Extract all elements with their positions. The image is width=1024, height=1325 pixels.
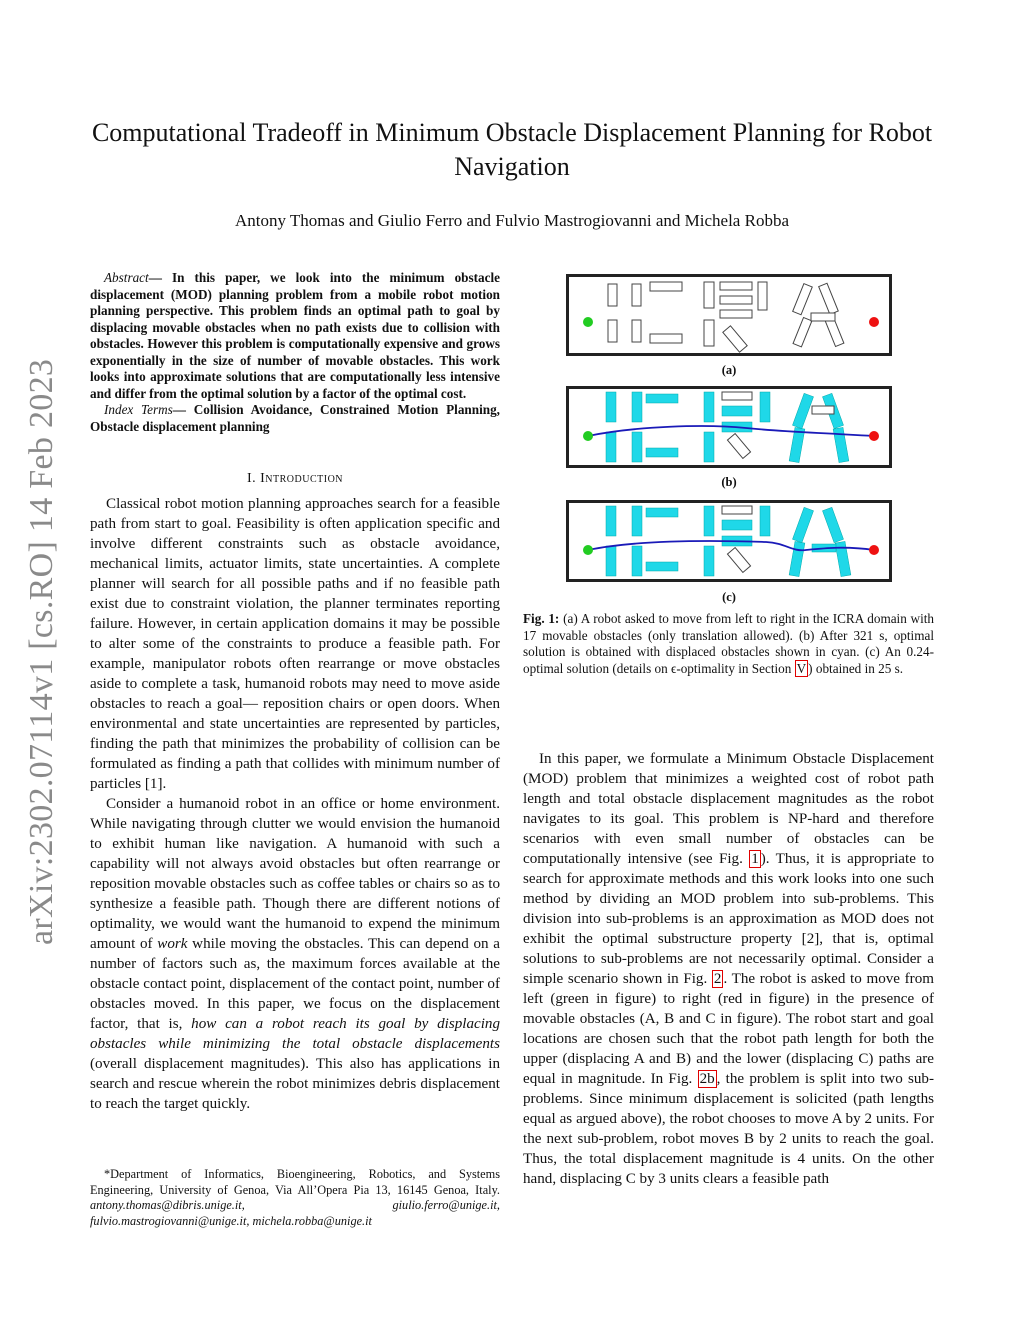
fig-ref-link-1[interactable]: 1 (751, 851, 759, 867)
right-text-d: , the problem is split into two sub-problems. Since minimum displacement is solicited (path lengths equal as argued above), the robot chooses to move A by 2 units. For the next sub-problem, robot moves B by 2 units to reach the goal. Thus, the total displacement magnitude is 4 units. On the other hand, displacing C by 3 units clears a feasible path (523, 1071, 934, 1187)
intro-paragraph-3 (523, 749, 934, 1189)
intro-paragraph-2 (90, 794, 500, 1114)
footnote-text: *Department of Informatics, Bioengineering, Robotics, and Systems Engineering, University of Genoa, Via All’Opera Pia 13, 16145 Genoa, Italy. (90, 1167, 500, 1197)
figure-panel-c (566, 500, 892, 582)
paper-title: Computational Tradeoff in Minimum Obstacle Displacement Planning for Robot Navigation (91, 118, 933, 181)
index-terms-label: Index Terms (104, 402, 173, 417)
caption-text-part-2: ) obtained in 25 s. (808, 660, 904, 676)
caption-text-part-1: (a) A robot asked to move from left to right in the ICRA domain with 17 movable obstacles (only translation allowed). (b) After 321 s, optimal solution is obtained with displaced obstacles shown in cyan. (c) An 0.24-optimal solution (details on ϵ-optimality in Section (523, 611, 934, 676)
right-text-b: ). Thus, it is appropriate to search for approximate methods and this work looks into one such method by dividing an MOD problem into sub-problems. This division into sub-problems is an approximation as MOD does not exhibit the optimal substructure property [2], that is, optimal solutions to sub-problems are not necessarily optimal. Consider a simple scenario shown in Fig. (523, 851, 934, 987)
right-text-a: In this paper, we formulate a Minimum Obstacle Displacement (MOD) problem that minimizes a weighted cost of robot path length and total obstacle displacement magnitudes as the robot navigates to its goal. This problem is NP-hard and therefore scenarios with even small number of obstacles can be computationally intensive (see Fig. (523, 751, 934, 867)
intro-p2-part-a: Consider a humanoid robot in an office or home environment. While navigating through clutter we would envision the humanoid to exhibit human like navigation. A humanoid with such a capability will not always avoid obstacles but often rearrange or reposition movable obstacles such as coffee tables or chairs so as to synthesize a feasible path. Though there are different notions of optimality, we would want the humanoid to expend the minimum amount of (90, 796, 500, 952)
figure-caption (523, 611, 934, 677)
arxiv-stamp: arXiv:2302.07114v1 [cs.RO] 14 Feb 2023 (23, 358, 60, 945)
intro-p2-part-c: (overall displacement magnitudes). This also has applications in search and rescue wherein the robot minimizes debris displacement to reach the target quickly. (90, 1056, 500, 1112)
abstract-text: — In this paper, we look into the minimum obstacle displacement (MOD) planning problem from a mobile robot motion planning perspective. This problem finds an optimal path to goal by displacing movable obstacles when no path exists due to collision with obstacles. However this problem is computationally expensive and grows exponentially in the size of number of movable obstacles. This work looks into approximate solutions that are computationally less intensive and differ from the optimal solution by a factor of the optimal cost. (90, 270, 500, 401)
figure-sublabel-c: (c) (722, 590, 736, 604)
figure-sublabel-a: (a) (721, 363, 737, 377)
intro-left-column (90, 494, 500, 1114)
affiliation-footnote (90, 1167, 500, 1229)
section-ref-link[interactable]: V (796, 660, 807, 676)
intro-right-column (523, 749, 934, 1189)
caption-label: Fig. 1: (523, 611, 560, 626)
intro-p2-emphasis-question: how can a robot reach its goal by displacing obstacles while minimizing the total obstacle displacements (90, 1016, 501, 1052)
index-terms-text: — Collision Avoidance, Constrained Motion Planning, Obstacle displacement planning (90, 402, 500, 434)
section-number: I. (246, 471, 257, 486)
fig-ref-link-2b[interactable]: 2b (699, 1071, 715, 1087)
right-text-c: . The robot is asked to move from left (green in figure) to right (red in figure) in the presence of movable obstacles (A, B and C in figure). The robot start and goal locations are chosen such that the robot path length for both the upper (displacing A and B) and the lower (displacing C) paths are equal in magnitude. In Fig. (523, 971, 934, 1087)
footnote-emails: antony.thomas@dibris.unige.it, giulio.ferro@unige.it, fulvio.mastrogiovanni@unige.it, michela.robba@unige.it (90, 1198, 500, 1228)
section-heading (90, 471, 500, 487)
abstract-label: Abstract (104, 270, 149, 285)
paper-authors: Antony Thomas and Giulio Ferro and Fulvio Mastrogiovanni and Michela Robba (234, 211, 789, 230)
intro-p2-part-b: while moving the obstacles. This can depend on a number of factors such as, the maximum forces available at the obstacle contact point, displacement of the contact point, number of obstacles moved. In this paper, we focus on the displacement factor, that is, (90, 936, 500, 1032)
fig-ref-link-2[interactable]: 2 (713, 971, 722, 987)
intro-paragraph-1: Classical robot motion planning approaches search for a feasible path from start to goal. Feasibility is often application specific and involve different constraints such as obstacle avoidance, mechanical limits, actuator limits, state uncertainties. A complete planner will search for all possible paths and if no feasible path exist due to constraint violation, the planner terminates reporting failure. However, in certain application domains it may be possible to alter some of the constraints to produce a feasible path. For example, manipulator robots often rearrange or move obstacles aside to complete a task, humanoid robots may need to move aside obstacles to reach a goal— reposition chairs or open doors. When environmental and state uncertainties are represented by particles, finding the path that minimizes the probability of collision can be formulated as finding a path that collides with minimum number of particles [1]. (90, 496, 500, 792)
intro-p2-emphasis-work: work (157, 936, 188, 952)
abstract (90, 270, 500, 435)
figure-panel-b (566, 386, 892, 468)
figure-panel-a (566, 274, 892, 356)
section-title: Introduction (260, 471, 344, 486)
figure-sublabel-b: (b) (721, 475, 737, 489)
